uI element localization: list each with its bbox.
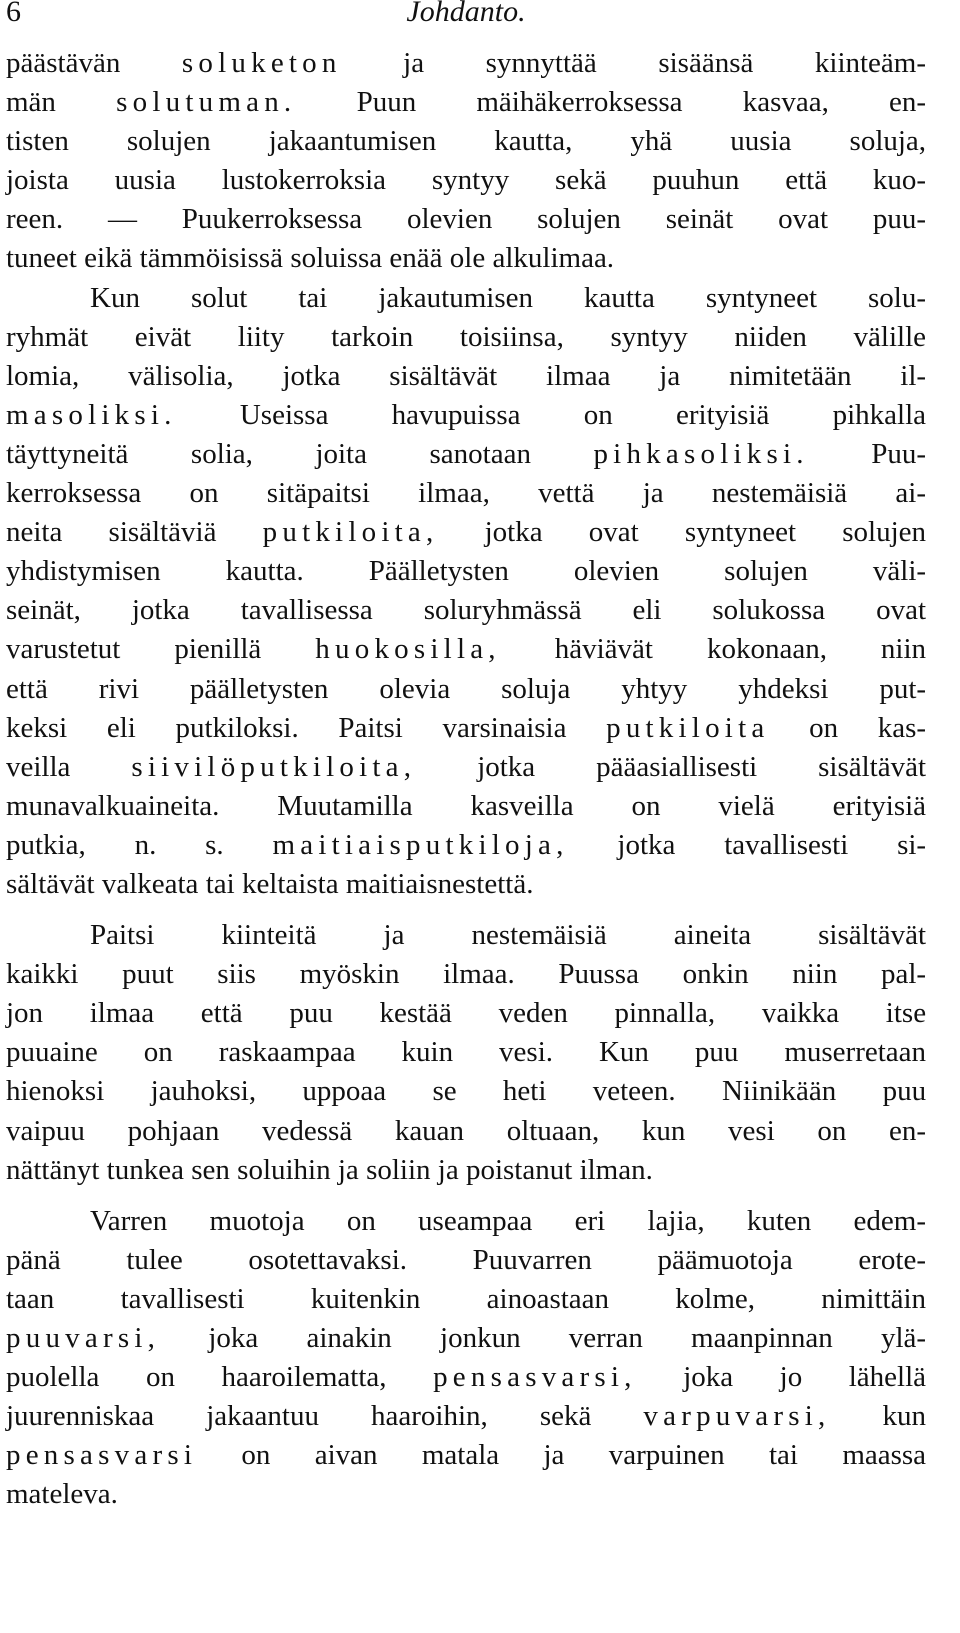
text-line: keksi eli putkiloksi. Paitsi varsinaisia putkiloita on kas- (6, 711, 927, 744)
book-page (6, 0, 926, 1514)
text-line: sältävät valkeata tai keltaista maitiaisnestettä. (6, 867, 534, 900)
text-line: tuneet eikä tämmöisissä soluissa enää ole alkulimaa. (6, 242, 615, 275)
text-line: Kun solut tai jakautumisen kautta syntyneet solu- (90, 281, 927, 314)
text-line: Paitsi kiinteitä ja nestemäisiä aineita sisältävät (90, 919, 927, 952)
paragraph (6, 916, 926, 1190)
text-line: taan tavallisesti kuitenkin ainoastaan kolme, nimittäin (6, 1282, 926, 1315)
page-header (6, 0, 926, 44)
text-line: vaipuu pohjaan vedessä kauan oltuaan, kun vesi on en- (6, 1114, 927, 1147)
text-line: seinät, jotka tavallisessa soluryhmässä eli solukossa ovat (6, 594, 927, 627)
text-line: puuvarsi, joka ainakin jonkun verran maanpinnan ylä- (6, 1322, 927, 1354)
text-line: Varren muotoja on useampaa eri lajia, kuten edem- (90, 1204, 926, 1237)
text-line: yhdistymisen kautta. Päälletysten olevien solujen väli- (6, 555, 927, 588)
text-line: reen. — Puukerroksessa olevien solujen seinät ovat puu- (6, 203, 927, 236)
page-number: 6 (6, 0, 21, 28)
text-line: lomia, välisolia, jotka sisältävät ilmaa ja nimitetään il- (6, 359, 927, 392)
text-line: neita sisältäviä putkiloita, jotka ovat syntyneet solujen (6, 516, 927, 549)
text-line: pensasvarsi on aivan matala ja varpuinen tai maassa (6, 1439, 927, 1472)
text-line: mateleva. (6, 1478, 118, 1511)
text-line: puuaine on raskaampaa kuin vesi. Kun puu muserretaan (6, 1036, 927, 1069)
body-text (6, 44, 926, 1514)
paragraph (6, 1202, 926, 1515)
text-line: päästävän soluketon ja synnyttää sisäänsä kiinteäm- (6, 47, 927, 79)
text-line: jon ilmaa että puu kestää veden pinnalla, vaikka itse (6, 997, 927, 1030)
paragraph-gap (6, 904, 926, 916)
text-line: ryhmät eivät liity tarkoin toisiinsa, syntyy niiden välille (6, 320, 927, 353)
text-line: pänä tulee osotettavaksi. Puuvarren päämuotoja erote- (6, 1243, 927, 1276)
text-line: että rivi päälletysten olevia soluja yhtyy yhdeksi put- (6, 672, 927, 705)
text-line: veilla siivilöputkiloita, jotka pääasiallisesti sisältävät (6, 750, 927, 783)
text-line: masoliksi. Useissa havupuissa on erityisiä pihkalla (6, 398, 927, 431)
text-line: juurenniskaa jakaantuu haaroihin, sekä varpuvarsi, kun (6, 1400, 927, 1433)
text-line: munavalkuaineita. Muutamilla kasveilla on vielä erityisiä (6, 789, 927, 822)
text-line: täyttyneitä solia, joita sanotaan pihkasoliksi. Puu- (6, 437, 927, 470)
text-line: joista uusia lustokerroksia syntyy sekä puuhun että kuo- (6, 164, 927, 197)
text-line: kerroksessa on sitäpaitsi ilmaa, vettä ja nestemäisiä ai- (6, 477, 927, 510)
text-line: hienoksi jauhoksi, uppoaa se heti veteen. Niinikään puu (6, 1075, 927, 1108)
text-line: nättänyt tunkea sen soluihin ja soliin ja poistanut ilman. (6, 1153, 653, 1186)
paragraph-gap (6, 1190, 926, 1202)
text-line: tisten solujen jakaantumisen kautta, yhä uusia soluja, (6, 125, 927, 158)
paragraph (6, 44, 926, 279)
running-title: Johdanto. (406, 0, 526, 28)
text-line: puolella on haaroilematta, pensasvarsi, joka jo lähellä (6, 1361, 927, 1394)
paragraph (6, 279, 926, 905)
text-line: varustetut pienillä huokosilla, häviävät kokonaan, niin (6, 633, 927, 666)
text-line: putkia, n. s. maitiaisputkiloja, jotka tavallisesti si- (6, 828, 927, 861)
text-line: kaikki puut siis myöskin ilmaa. Puussa onkin niin pal- (6, 958, 927, 991)
text-line: män solutuman. Puun mäihäkerroksessa kasvaa, en- (6, 86, 927, 119)
